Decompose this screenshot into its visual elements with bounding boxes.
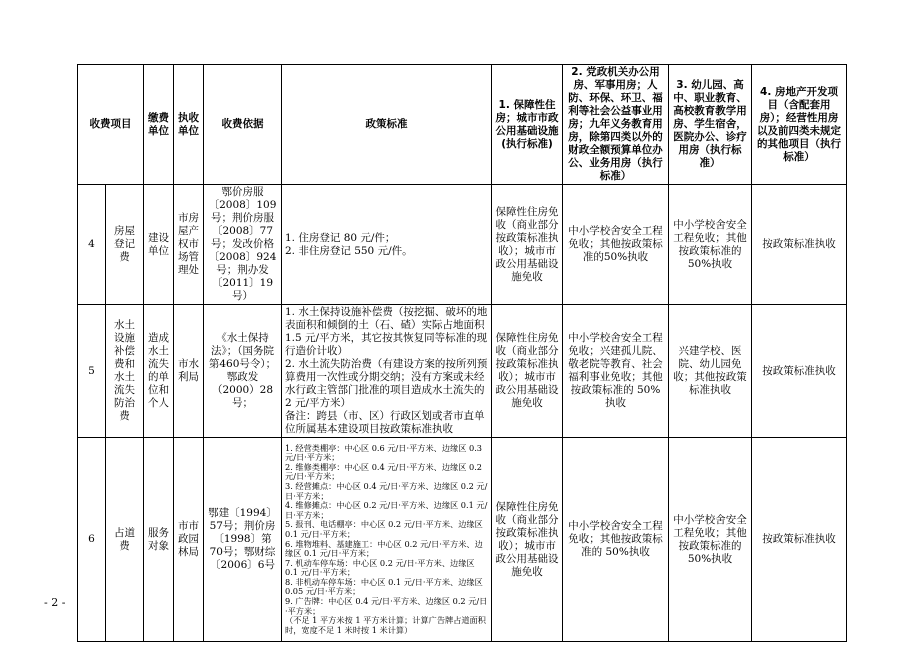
policy-line: 2. 非住房登记 550 元/件。 xyxy=(285,244,413,257)
row-cat1: 保障性住房免收（商业部分按政策标准执收）；城市市政公用基础设施免收 xyxy=(492,305,563,438)
policy-line: 1. 经营类棚亭：中心区 0.6 元/日·平方米、边缘区 0.3 元/日·平方米； xyxy=(285,442,483,463)
policy-line: 4. 维修摊点：中心区 0.2 元/日·平方米、边缘区 0.1 元/日·平方米； xyxy=(285,500,488,520)
row-item: 房屋登记费 xyxy=(106,185,144,305)
policy-line: 6. 堆物堆料、基建施工：中心区 0.2 元/日·平方米、边缘区 0.1 元/日·平方米； xyxy=(285,538,483,559)
table-row xyxy=(78,305,847,438)
row-payer: 建设单位 xyxy=(144,185,174,305)
row-collector: 市市政园林局 xyxy=(174,438,204,642)
header-payer: 缴费单位 xyxy=(144,65,174,185)
policy-line: 备注：跨县（市、区）行政区划或者市直单位所属基本建设项目按政策标准执收 xyxy=(285,410,485,435)
policy-line: 7. 机动车停车场：中心区 0.2 元/日·平方米、边缘区 0.1 元/日·平方米； xyxy=(285,557,475,578)
policy-line: 3. 经营摊点：中心区 0.4 元/日·平方米、边缘区 0.2 元/日·平方米； xyxy=(285,480,488,501)
header-basis: 收费依据 xyxy=(204,65,282,185)
row-payer: 服务对象 xyxy=(144,438,174,642)
row-basis: 鄂建〔1994〕57号；荆价房〔1998〕第70号；鄂财综〔2006〕6号 xyxy=(204,438,282,642)
row-cat1: 保障性住房免收（商业部分按政策标准执收）；城市市政公用基础设施免收 xyxy=(492,185,563,305)
header-row xyxy=(78,65,847,185)
row-number: 5 xyxy=(78,305,106,438)
row-collector: 市水利局 xyxy=(174,305,204,438)
row-cat4: 按政策标准执收 xyxy=(752,305,847,438)
row-payer: 造成水土流失的单位和个人 xyxy=(144,305,174,438)
row-policy xyxy=(282,305,492,438)
row-cat1: 保障性住房免收（商业部分按政策标准执收）；城市市政公用基础设施免收 xyxy=(492,438,563,642)
header-cat1: 1. 保障性住房；城市市政公用基础设施(执行标准) xyxy=(492,65,563,185)
row-policy xyxy=(282,185,492,305)
header-policy: 政策标准 xyxy=(282,65,492,185)
table-row xyxy=(78,438,847,642)
policy-line: 8. 非机动车停车场：中心区 0.1 元/日·平方米、边缘区 0.05 元/日·平方米； xyxy=(285,576,483,597)
policy-line: 1. 水土保持设施补偿费（按挖掘、破坏的地表面积和倾倒的土（石、碴）实际占地面积 1.5 元/平方米，其它按其恢复同等标准的现行造价计收） xyxy=(285,306,488,357)
header-collector: 执收单位 xyxy=(174,65,204,185)
policy-line: （不足 1 平方米按 1 平方米计算；计算广告牌占道面积时，宽度不足 1 米时按 1 米计算） xyxy=(285,615,486,635)
fee-table xyxy=(77,64,847,642)
header-cat3: 3. 幼儿园、高中、职业教育、高校教育教学用房、学生宿舍，医院办公、诊疗用房（执行标准） xyxy=(669,65,752,185)
row-cat2: 中小学校舍安全工程免收；其他按政策标准的 50%执收 xyxy=(563,438,669,642)
policy-line: 2. 水土流失防治费（有建设方案的按所列预算费用一次性或分期交纳；没有方案或未经水行政主管部门批准的项目造成水土流失的 2 元/平方米） xyxy=(285,358,488,409)
row-policy xyxy=(282,438,492,642)
policy-line: 5. 报刊、电话棚亭：中心区 0.2 元/日·平方米、边缘区 0.1 元/日·平方米； xyxy=(285,519,483,539)
row-item: 占道费 xyxy=(106,438,144,642)
row-cat3: 兴建学校、医院、幼儿园免收；其他按政策标准执收 xyxy=(669,305,752,438)
policy-line: 2. 维修类棚亭：中心区 0.4 元/日·平方米、边缘区 0.2 元/日·平方米； xyxy=(285,461,483,482)
policy-line: 9. 广告牌：中心区 0.4 元/日·平方米、边缘区 0.2 元/日·平方米； xyxy=(285,596,488,616)
row-item: 水土设施补偿费和水土流失防治费 xyxy=(106,305,144,438)
row-cat3: 中小学校舍安全工程免收；其他按政策标准的 50%执收 xyxy=(669,438,752,642)
header-item: 收费项目 xyxy=(78,65,144,185)
row-basis: 鄂价房服〔2008〕109号；荆价房服〔2008〕77号；发改价格〔2008〕924号；荆办发〔2011〕19号） xyxy=(204,185,282,305)
row-cat2: 中小学校舍安全工程免收；兴建孤儿院、敬老院等教育、社会福利事业免收；其他按政策标准的 50%执收 xyxy=(563,305,669,438)
row-collector: 市房屋产权市场管理处 xyxy=(174,185,204,305)
row-number: 6 xyxy=(78,438,106,642)
page-number: - 2 - xyxy=(44,596,66,609)
row-cat4: 按政策标准执收 xyxy=(752,185,847,305)
table-row xyxy=(78,185,847,305)
row-cat4: 按政策标准执收 xyxy=(752,438,847,642)
header-cat2: 2. 党政机关办公用房、军事用房；人防、环保、环卫、福利等社会公益事业用房；九年义务教育用房，除第四类以外的财政全额预算单位办公、业务用房（执行标准） xyxy=(563,65,669,185)
row-number: 4 xyxy=(78,185,106,305)
header-cat4: 4. 房地产开发项目（含配套用房）；经营性用房以及前四类未规定的其他项目（执行标准） xyxy=(752,65,847,185)
policy-line: 1. 住房登记 80 元/件； xyxy=(285,231,396,244)
row-cat2: 中小学校舍安全工程免收；其他按政策标准的50%执收 xyxy=(563,185,669,305)
row-cat3: 中小学校舍安全工程免收；其他按政策标准的50%执收 xyxy=(669,185,752,305)
row-basis: 《水土保持法》；（国务院第460号令）；鄂政发（2000）28号； xyxy=(204,305,282,438)
